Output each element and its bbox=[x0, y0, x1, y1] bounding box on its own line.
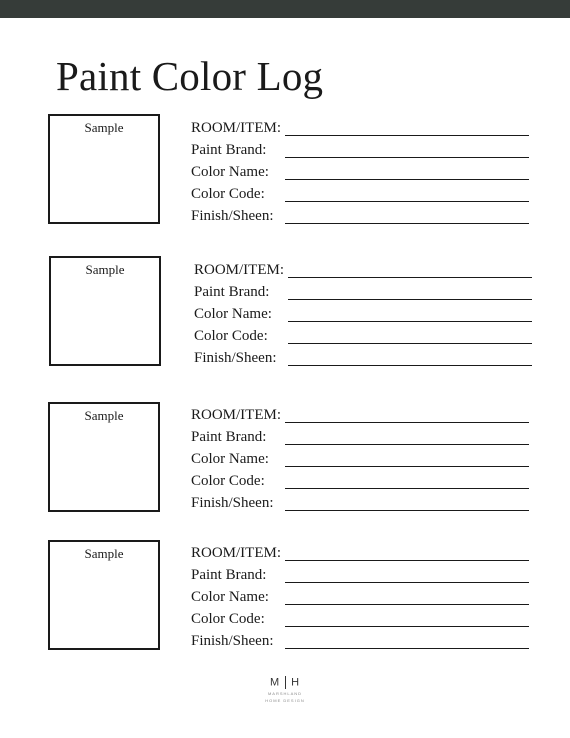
field-label: Color Name: bbox=[191, 164, 269, 180]
field-label: Color Name: bbox=[191, 451, 269, 467]
sample-label: Sample bbox=[84, 546, 124, 561]
field-label: Paint Brand: bbox=[191, 142, 267, 158]
field-label: Color Code: bbox=[191, 186, 265, 202]
field-line[interactable] bbox=[285, 488, 529, 489]
field-room-item[interactable] bbox=[194, 260, 534, 282]
field-line[interactable] bbox=[288, 277, 532, 278]
brand-logo bbox=[235, 676, 335, 703]
field-finish-sheen[interactable] bbox=[191, 493, 531, 515]
field-line[interactable] bbox=[285, 135, 529, 136]
field-color-code[interactable] bbox=[191, 471, 531, 493]
logo-letter-right: H bbox=[291, 676, 301, 689]
field-label: Color Code: bbox=[191, 611, 265, 627]
field-line[interactable] bbox=[285, 626, 529, 627]
sample-swatch-box[interactable] bbox=[48, 114, 160, 224]
sample-swatch-box[interactable] bbox=[48, 540, 160, 650]
field-color-code[interactable] bbox=[191, 184, 531, 206]
field-room-item[interactable] bbox=[191, 118, 531, 140]
field-line[interactable] bbox=[285, 582, 529, 583]
field-line[interactable] bbox=[285, 201, 529, 202]
field-line[interactable] bbox=[285, 648, 529, 649]
field-label: ROOM/ITEM: bbox=[191, 120, 281, 136]
sample-label: Sample bbox=[85, 262, 125, 277]
field-line[interactable] bbox=[285, 157, 529, 158]
field-line[interactable] bbox=[288, 365, 532, 366]
page-title: Paint Color Log bbox=[56, 53, 324, 99]
field-label: Color Name: bbox=[191, 589, 269, 605]
logo-wordmark-line2: HOME DESIGN bbox=[265, 698, 305, 703]
field-line[interactable] bbox=[285, 560, 529, 561]
field-paint-brand[interactable] bbox=[191, 565, 531, 587]
field-paint-brand[interactable] bbox=[191, 427, 531, 449]
sample-swatch-box[interactable] bbox=[48, 402, 160, 512]
field-line[interactable] bbox=[288, 343, 532, 344]
field-color-code[interactable] bbox=[191, 609, 531, 631]
top-bar bbox=[0, 0, 570, 18]
field-line[interactable] bbox=[285, 604, 529, 605]
field-color-name[interactable] bbox=[191, 449, 531, 471]
field-paint-brand[interactable] bbox=[191, 140, 531, 162]
field-line[interactable] bbox=[285, 422, 529, 423]
logo-monogram bbox=[235, 676, 335, 689]
field-label: Color Name: bbox=[194, 306, 272, 322]
log-entry bbox=[0, 402, 570, 522]
field-label: ROOM/ITEM: bbox=[191, 407, 281, 423]
field-label: Finish/Sheen: bbox=[194, 350, 277, 366]
logo-divider bbox=[285, 676, 286, 689]
field-label: Finish/Sheen: bbox=[191, 495, 274, 511]
field-color-name[interactable] bbox=[194, 304, 534, 326]
log-entry bbox=[0, 540, 570, 660]
field-color-code[interactable] bbox=[194, 326, 534, 348]
field-line[interactable] bbox=[288, 299, 532, 300]
field-line[interactable] bbox=[288, 321, 532, 322]
field-line[interactable] bbox=[285, 223, 529, 224]
log-entry bbox=[0, 114, 570, 234]
log-entry bbox=[0, 256, 570, 376]
sample-label: Sample bbox=[84, 120, 124, 135]
sample-swatch-box[interactable] bbox=[49, 256, 161, 366]
field-color-name[interactable] bbox=[191, 587, 531, 609]
field-label: Color Code: bbox=[194, 328, 268, 344]
field-label: Finish/Sheen: bbox=[191, 633, 274, 649]
logo-wordmark-line1: MARSHLAND bbox=[267, 691, 303, 696]
field-finish-sheen[interactable] bbox=[194, 348, 534, 370]
field-label: Paint Brand: bbox=[191, 567, 267, 583]
field-line[interactable] bbox=[285, 179, 529, 180]
field-line[interactable] bbox=[285, 510, 529, 511]
field-room-item[interactable] bbox=[191, 543, 531, 565]
sample-label: Sample bbox=[84, 408, 124, 423]
field-finish-sheen[interactable] bbox=[191, 631, 531, 653]
field-label: ROOM/ITEM: bbox=[194, 262, 284, 278]
field-color-name[interactable] bbox=[191, 162, 531, 184]
logo-letter-left: M bbox=[269, 676, 281, 689]
field-finish-sheen[interactable] bbox=[191, 206, 531, 228]
field-label: Finish/Sheen: bbox=[191, 208, 274, 224]
field-line[interactable] bbox=[285, 466, 529, 467]
field-room-item[interactable] bbox=[191, 405, 531, 427]
field-label: Paint Brand: bbox=[191, 429, 267, 445]
field-label: ROOM/ITEM: bbox=[191, 545, 281, 561]
field-line[interactable] bbox=[285, 444, 529, 445]
field-label: Color Code: bbox=[191, 473, 265, 489]
field-paint-brand[interactable] bbox=[194, 282, 534, 304]
field-label: Paint Brand: bbox=[194, 284, 270, 300]
